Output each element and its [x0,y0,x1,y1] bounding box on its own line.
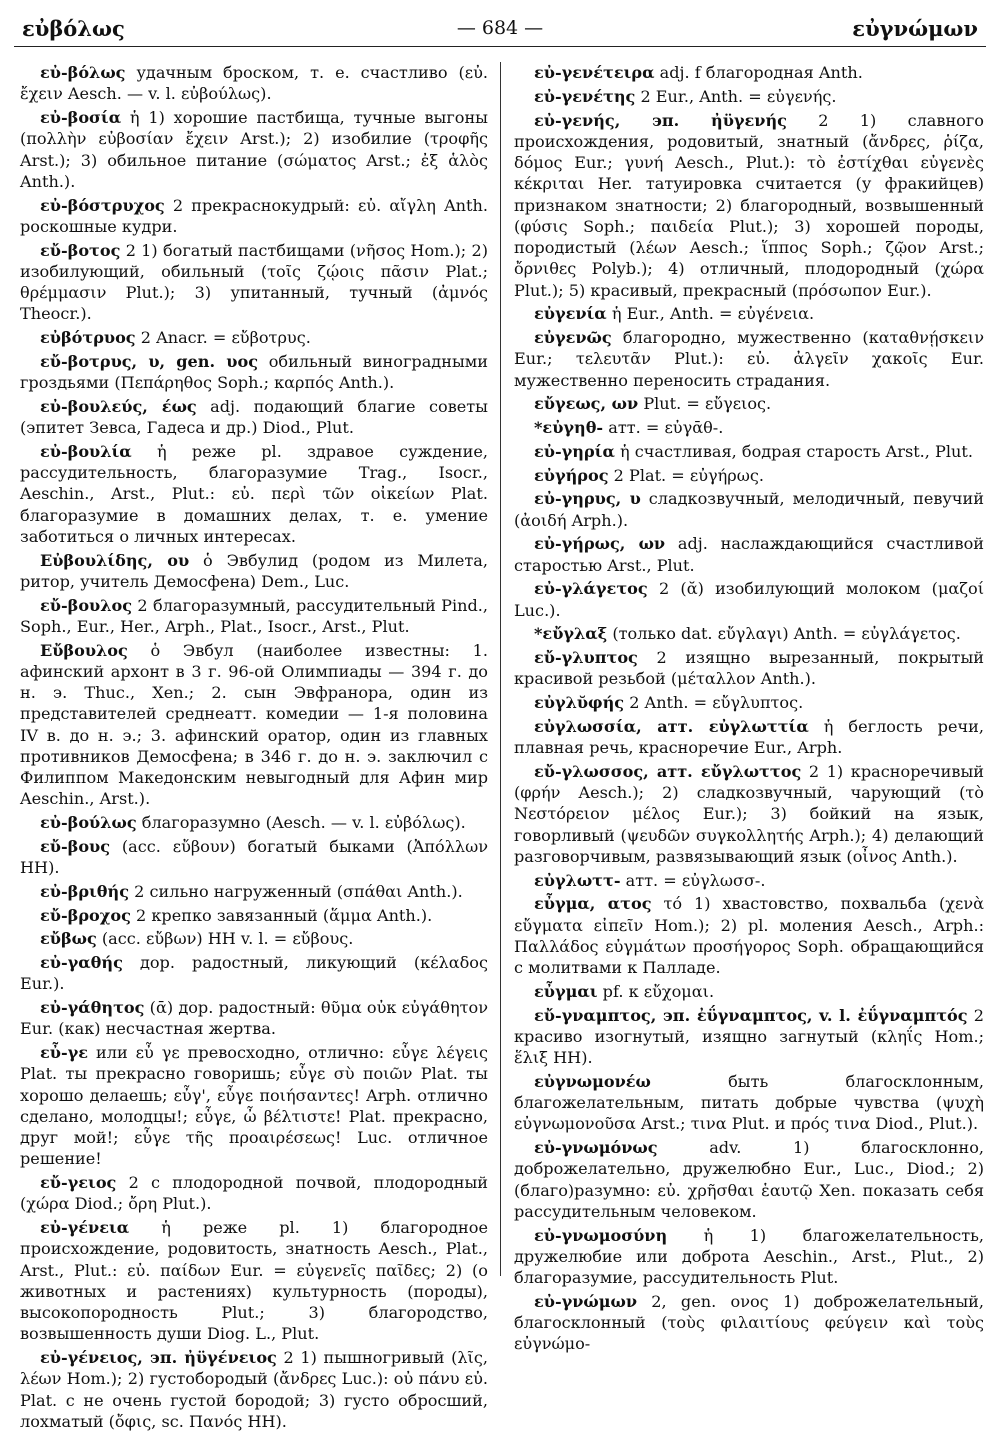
entry-definition: атт. = εὐγλωσσ-. [625,870,766,890]
entry-definition: adj. f благородная Anth. [659,63,863,82]
entry-headword: εὐ-γαθής [40,953,123,972]
entry-definition: быть благосклонным, благожелательным, питать добрые чувства (ψυχὴ εὐγνωμονοῦσα Arst.; τινα Plut. и πρός τινα Diod., Plut.). [514,1071,984,1134]
entry-definition: (acc. εὔβουν) богатый быками (Ἀπόλλων HH). [20,836,488,877]
entry-headword: εὐ-βόλως [40,63,126,82]
entry-headword: εὐ-βούλως [40,813,137,832]
entry-headword: Εὐβουλίδης, ου [40,550,190,570]
dictionary-entry [20,240,488,325]
dictionary-entry [20,107,488,192]
entry-definition: 2 с плодородной почвой, плодородный (χώρα Diod.; ὄρη Plut.). [20,1173,488,1214]
right-running-headword: εὐγνώμων [852,16,978,41]
entry-definition: adj. подающий благие советы (эпитет Зевса, Гадеса и др.) Diod., Plut. [20,396,488,437]
dictionary-entry [514,647,984,690]
dictionary-entry [514,465,984,486]
dictionary-entry [514,533,984,576]
entry-headword: εὐ-γένεια [40,1218,130,1237]
entry-definition: 2 прекраснокудрый: εὐ. αἴγλη Anth. роскошные кудри. [20,195,488,236]
entry-definition: 2 1) пышногривый (λῖς, λέων Hom.); 2) густобородый (ἄνδρες Luc.): οὐ πάνυ εὐ. Plat. с не очень густой бородой; 3) густо обросший, лохматый (ὄφις, sc. Πανός HH). [20,1348,488,1431]
entry-definition: ἡ 1) хорошие пастбища, тучные выгоны (πολλὴν εὐβοσίαν ἔχειν Arst.); 2) изобилие (τροφῆς Arst.); 3) обильное питание (σώματος Arst.; ἐξ ἁλὸς Anth.). [20,108,488,191]
dictionary-entry [514,303,984,324]
entry-definition: ἡ счастливая, бодрая старость Arst., Plut. [619,441,973,461]
entry-definition: 2 Anth. = εὔγλυπτος. [629,693,804,712]
entry-definition: (только dat. εὔγλαγι) Anth. = εὐγλάγετος. [612,624,961,644]
dictionary-entry [514,578,984,621]
entry-headword: εὐ-γνωμόνως [534,1138,658,1157]
dictionary-entry [20,997,488,1040]
entry-headword: εὐβότρυος [40,328,136,347]
dictionary-entry [20,550,488,593]
dictionary-entry [514,1137,984,1222]
dictionary-entry [20,327,488,348]
entry-headword: εὐ-γηρυς, υ [534,489,641,509]
entry-headword: *εὔγλαξ [534,624,608,644]
entry-definition: ὁ Эвбулид (родом из Милета, ритор, учитель Демосфена) Dem., Luc. [20,550,488,591]
entry-definition: 2 1) славного происхождения, родовитый, знатный (ἄνδρες, ῥίζα, δόμος Eur.; γυνή Aesch., Plut.): τὸ ἐστίχθαι εὐγενὲς κέκριται Her. татуировка считается (у фракийцев) признаком знатности; 2) благородный, возвышенный (φύσις Soph.; παιδεία Plut.); 3) хорошей породы, породистый (λέων Aesch.; ἵππος Soph.; ζῷον Arst.; ὄρνιθες Polyb.); 4) отличный, плодородный (χώρα Plut.); 5) красивый, прекрасный (πρόσωπον Eur.). [514,110,984,300]
entry-headword: εὐ-βουλεύς, έως [40,396,197,416]
entry-definition: 2 сильно нагруженный (σπάθαι Anth.). [134,881,463,901]
entry-headword: εὔ-βους [40,836,111,856]
page-number: — 684 — [456,17,544,39]
dictionary-entry [20,905,488,926]
dictionary-entry [20,952,488,995]
entry-headword: εὐ-γήρως, ων [534,534,666,554]
entry-definition: 2 Eur., Anth. = εὐγενής. [640,86,837,106]
dictionary-entry [514,1225,984,1289]
dictionary-entry [514,62,984,83]
dictionary-entry [20,195,488,238]
dictionary-entry [514,110,984,301]
entry-headword: εὐ-βουλία [40,441,132,461]
entry-definition: или εὖ γε превосходно, отлично: εὖγε λέγεις Plat. ты прекрасно говоришь; εὖγε σὺ ποιῶν Plat. ты хорошо делаешь; εὖγ', εὖγε ποιήσαντες! Arph. отлично сделано, молодцы!; εὖγε, ὦ βέλτιστε! Plat. прекрасно, друг мой!; εὖγε τῆς προαιρέσεως! Luc. отличное решение! [20,1043,488,1169]
entry-definition: благоразумно (Aesch. — v. l. εὐβόλως). [141,813,466,832]
left-running-headword: εὐβόλως [22,16,125,41]
entry-definition: 2 изящно вырезанный, покрытый красивой резьбой (μέταλλον Anth.). [514,648,984,689]
entry-headword: εὖ-γε [40,1043,89,1062]
dictionary-entry [514,417,984,438]
entry-headword: εὐ-γενής, эп. ἠϋγενής [534,110,787,130]
entry-headword: εὔ-βουλος [40,595,133,615]
dictionary-entry [514,327,984,391]
entry-headword: εὔ-βροχος [40,905,131,925]
entry-headword: εὐ-γλάγετος [534,579,648,599]
left-column [20,62,489,1431]
entry-headword: εὔ-βοτρυς, υ, gen. υος [40,351,258,371]
entry-definition: атт. = εὐγᾱθ-. [608,418,724,437]
dictionary-entry [20,441,488,547]
entry-headword: εὐ-γένειος, эп. ἠϋγένειος [40,1348,277,1367]
entry-headword: εὐ-γάθητος [40,998,145,1017]
entry-definition: удачным броском, т. е. счастливо (εὐ. ἔχειν Aesch. — v. l. εὐβούλως). [20,63,488,104]
entry-definition: adv. 1) благосклонно, доброжелательно, дружелюбно Eur., Luc., Diod.; 2) (благо)разумно: εὐ. χρῆσθαι ἑαυτῷ Xen. показать себя рассудительным человеком. [514,1138,984,1221]
entry-definition: благородно, мужественно (καταθνῄσκειν Eur.; τελευτᾶν Plut.): εὐ. ἀλγεῖν χακοῖς Eur. мужественно переносить страдания. [514,328,984,390]
entry-definition: 2 крепко завязанный (ἅμμα Anth.). [136,905,433,925]
entry-definition: pf. к εὔχομαι. [602,981,715,1001]
dictionary-entry [20,62,488,105]
entry-definition: ἡ Eur., Anth. = εὐγένεια. [611,304,815,324]
dictionary-entry [514,393,984,414]
entry-definition: 2 благоразумный, рассудительный Pind., Soph., Eur., Her., Arph., Plat., Isocr., Arst., Plut. [20,595,488,636]
entry-definition: ἡ 1) благожелательность, дружелюбие или доброта Aeschin., Arst., Plut., 2) благоразумие, рассудительность Plut. [514,1225,984,1287]
entry-headword: εὐ-γνωμοσύνη [534,1225,668,1245]
dictionary-entry [514,623,984,644]
dictionary-entry [20,1042,488,1170]
entry-headword: εὔ-γλυπτος [534,648,638,667]
dictionary-entry [514,981,984,1002]
entry-definition: (acc. εὔβων) HH v. l. = εὔβους. [101,929,354,949]
dictionary-entry [514,441,984,462]
entry-headword: εὖγμα, ατος [534,894,652,914]
entry-headword: εὐγλωττ- [534,870,621,890]
entry-headword: εὐγενῶς [534,328,612,347]
entry-definition: 2 Anacr. = εὔβοτρυς. [140,328,311,347]
entry-definition: 2 Plat. = εὐγήρως. [613,465,764,485]
entry-definition: 2 (ᾰ) изобилующий молоком (μαζοί Luc.). [514,579,984,620]
entry-headword: Εὔβουλος [40,640,128,660]
entry-definition: 2 красиво изогнутый, изящно загнутый (κληΐς Hom.; ἕλιξ HH). [514,1005,984,1067]
entry-headword: εὐ-βριθής [40,881,130,901]
entry-definition: 2 1) красноречивый (φρήν Aesch.); 2) сладкозвучный, чарующий (τὸ Νεστόρειον μέλος Eur.); 3) бойкий на язык, говорливый (ψευδῶν συγκολλητής Arph.); 4) делающий разговорчивым, развязывающий язык (οἶνος Anth.). [514,761,984,866]
entry-definition: ἡ реже pl. 1) благородное происхождение, родовитость, знатность Aesch., Plat., Arst., Plut.: εὐ. παίδων Eur. = εὐγενεῖς παῖδες; 2) (о животных и растениях) культурность (породы), высокопородность Plut.; 3) благородство, возвышенность души Diog. L., Plut. [20,1218,488,1344]
entry-definition: ἡ реже pl. здравое суждение, рассудительность, благоразумие Trag., Isocr., Aeschin., Arst., Plut.: εὐ. περὶ τῶν οἰκείων Plat. благоразумие в домашних делах, т. е. умение заботиться о личных интересах. [20,441,489,546]
dictionary-entry [20,1347,488,1432]
entry-headword: εὔ-βοτος [40,240,121,260]
dictionary-entry [514,870,984,891]
right-column [514,62,984,1354]
entry-headword: εὔ-γειος [40,1173,117,1192]
entry-definition: (ᾱ) дор. радостный: θῦμα οὐκ εὐγάθητον Eur. (как) несчастная жертва. [20,998,488,1039]
dictionary-entry [514,893,984,978]
dictionary-entry [514,761,984,867]
dictionary-entry [20,1217,488,1345]
entry-definition: adj. наслаждающийся счастливой старостью Arst., Plut. [514,534,984,575]
dictionary-entry [20,836,488,879]
entry-headword: εὔ-γναμπτος, эп. ἐΰγναμπτος, v. l. ἐΰγναμπτός [534,1005,968,1025]
dictionary-entry [20,351,488,394]
dictionary-entry [20,812,488,833]
entry-headword: εὐγενία [534,304,607,324]
entry-headword: εὐ-γενέτης [534,86,636,106]
dictionary-entry [514,488,984,531]
dictionary-entry [20,928,488,949]
entry-headword: εὐ-βόστρυχος [40,195,165,215]
entry-headword: εὐγλῠφής [534,693,625,712]
entry-definition: ἡ беглость речи, плавная речь, красноречие Eur., Arph. [514,716,984,757]
entry-headword: εὐ-βοσία [40,108,122,127]
entry-headword: *εὐγηθ- [534,418,604,437]
dictionary-entry [514,1071,984,1135]
entry-definition: 2, gen. ονος 1) доброжелательный, благосклонный (τοὺς φιλαιτίους φεύγειν καὶ τοὺς εὐγνώμο- [514,1291,984,1354]
dictionary-entry [514,86,984,107]
dictionary-entry [514,1291,984,1355]
entry-headword: εὔβως [40,929,97,949]
entry-headword: εὐγλωσσία, атт. εὐγλωττία [534,716,809,736]
entry-definition: сладкозвучный, мелодичный, певучий (ἀοιδή Arph.). [514,489,984,530]
entry-headword: εὐγήρος [534,465,609,485]
entry-definition: 2 1) богатый пастбищами (νῆσος Hom.); 2) изобилующий, обильный (τοῖς ζῴοις πᾶσιν Plat.; θρέμμασιν Plut.); 3) упитанный, тучный (ἀμνός Theocr.). [20,240,488,324]
page-header [14,12,986,47]
column-divider [500,62,501,1276]
dictionary-entry [20,595,488,638]
entry-headword: εὖγμαι [534,981,598,1001]
entry-headword: εὔ-γλωσσος, атт. εὔγλωττος [534,761,802,781]
dictionary-entry [514,716,984,759]
dictionary-entry [20,881,488,902]
entry-definition: Plut. = εὔγειος. [643,394,772,414]
entry-headword: εὔγεως, ων [534,394,639,414]
dictionary-entry [514,692,984,713]
dictionary-entry [20,396,488,439]
entry-definition: ὁ Эвбул (наиболее известны: 1. афинский архонт в 3 г. 96-ой Олимпиады — 394 г. до н. э. Thuc., Xen.; 2. сын Эвфранора, один из представителей среднеатт. комедии — 1-я половина IV в. до н. э.; 3. афинский оратор, один из главных противников Демосфена; в 346 г. до н. э. заключил с Филиппом Македонским невыгодный для Афин мир Aeschin., Arst.). [20,640,488,809]
entry-headword: εὐ-γνώμων [534,1291,638,1311]
dictionary-entry [514,1005,984,1069]
entry-definition: дор. радостный, ликующий (κέλαδος Eur.). [20,953,488,994]
entry-headword: εὐ-γηρία [534,441,615,461]
entry-definition: τό 1) хвастовство, похвальба (χενὰ εὔγματα εἰπεῖν Hom.); 2) pl. моления Aesch., Arph.: Παλλάδος εὐγμάτων προσήγορος Soph. обращающийся с молитвами к Палладе. [514,894,984,977]
entry-headword: εὐγνωμονέω [534,1071,651,1091]
entry-headword: εὐ-γενέτειρα [534,63,655,82]
entry-definition: обильный виноградными гроздьями (Πεπάρηθος Soph.; καρπός Anth.). [20,351,488,392]
dictionary-entry [20,1172,488,1215]
dictionary-entry [20,640,488,810]
